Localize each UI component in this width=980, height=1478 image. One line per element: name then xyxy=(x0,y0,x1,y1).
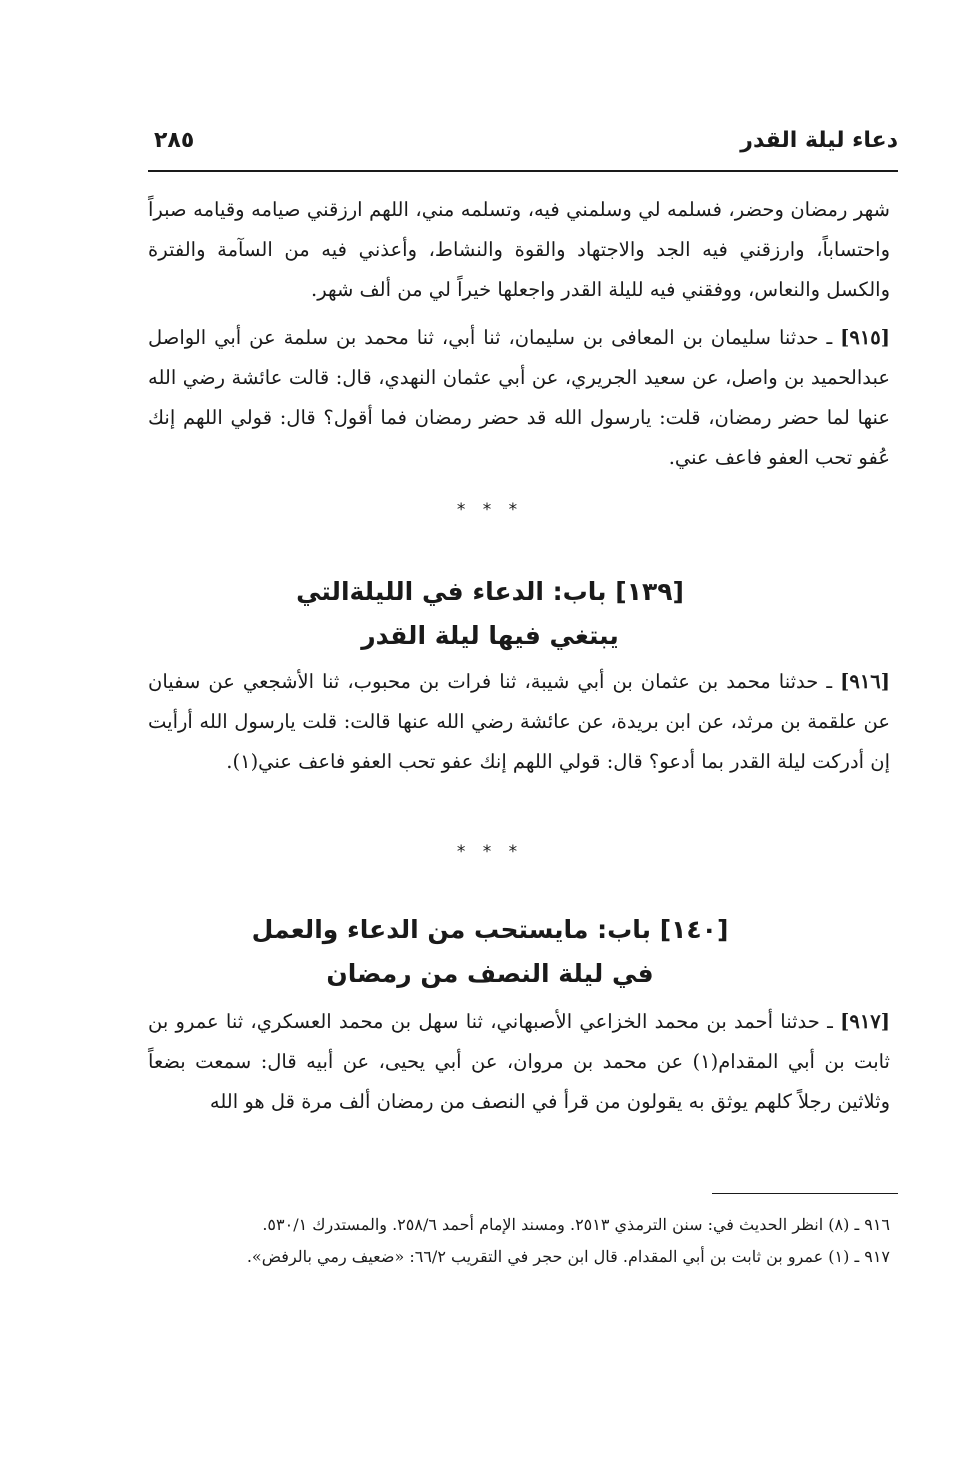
page-number: ٢٨٥ xyxy=(154,128,195,153)
chapter-140-title-line2: في ليلة النصف من رمضان xyxy=(326,959,654,988)
hadith-916-number: [٩١٦] xyxy=(840,670,891,693)
running-title: دعاء ليلة القدر xyxy=(740,128,898,153)
chapter-139-title-line1: [١٣٩] باب: الدعاء في الليلةالتي xyxy=(296,577,684,606)
text-section-1 xyxy=(148,190,890,478)
text-section-3 xyxy=(148,1002,890,1122)
section-separator: * * * xyxy=(456,500,524,520)
hadith-916-text: ـ حدثنا محمد بن عثمان بن أبي شيبة، ثنا فرات بن محبوب، ثنا الأشجعي عن سفيان عن علقمة بن مرثد، عن ابن بريدة، عن عائشة رضي الله عنها قالت: قلت يارسول الله أرأيت إن أدركت ليلة القدر بما أدعو؟ قال: قولي اللهم إنك عفو تحب العفو فاعف عني(١). xyxy=(148,670,890,773)
hadith-916 xyxy=(148,662,890,782)
hadith-915-number: [٩١٥] xyxy=(840,326,891,349)
hadith-915-text: ـ حدثنا سليمان بن المعافى بن سليمان، ثنا أبي، ثنا محمد بن سلمة عن أبي الواصل عبدالحميد بن واصل، عن سعيد الجريري، عن أبي عثمان النهدي، قال: قالت عائشة رضي الله عنها لما حضر رمضان، قلت: يارسول الله قد حضر رمضان فما أقول؟ قال: قولي اللهم إنك عُفو تحب العفو فاعف عني. xyxy=(148,326,890,469)
continuation-paragraph: شهر رمضان وحضر، فسلمه لي وسلمني فيه، وتسلمه مني، اللهم ارزقني صيامه وقيامه صبراً واحتساباً، وارزقني فيه الجد والاجتهاد والقوة والنشاط، وأعذني فيه من السآمة والفترة والكسل والنعاس، ووفقني فيه لليلة القدر واجعلها خيراً لي من ألف شهر. xyxy=(148,198,890,301)
chapter-heading-140 xyxy=(150,908,830,996)
hadith-917-text: ـ حدثنا أحمد بن محمد الخزاعي الأصبهاني، ثنا سهل بن محمد العسكري، ثنا عمرو بن ثابت بن أبي المقدام(١) عن محمد بن مروان، عن أبي يحيى، عن أبيه قال: سمعت بضعاً وثلاثين رجلاً كلهم يوثق به يقولون من قرأ في النصف من رمضان ألف مرة قل هو الله xyxy=(148,1010,890,1113)
hadith-915 xyxy=(148,318,890,478)
chapter-140-title-line1: [١٤٠] باب: مايستحب من الدعاء والعمل xyxy=(251,915,729,944)
hadith-917-number: [٩١٧] xyxy=(840,1010,890,1033)
page-header xyxy=(148,128,898,162)
footnote-917: ٩١٧ ـ (١) عمرو بن ثابت بن أبي المقدام. قال ابن حجر في التقريب ٦٦/٢: «ضعيف رمي بالرفض». xyxy=(246,1247,890,1266)
footnote-916: ٩١٦ ـ (٨) انظر الحديث في: سنن الترمذي ٢٥١٣. ومسند الإمام أحمد ٢٥٨/٦. والمستدرك ٥٣٠/١. xyxy=(262,1215,890,1234)
chapter-heading-139 xyxy=(150,570,830,658)
footnote-divider xyxy=(712,1193,898,1194)
chapter-139-title-line2: يبتغي فيها ليلة القدر xyxy=(361,621,619,650)
section-separator: * * * xyxy=(456,842,524,862)
header-divider xyxy=(148,170,898,172)
footnotes xyxy=(145,1210,890,1274)
text-section-2 xyxy=(148,662,890,782)
hadith-917 xyxy=(148,1002,890,1122)
